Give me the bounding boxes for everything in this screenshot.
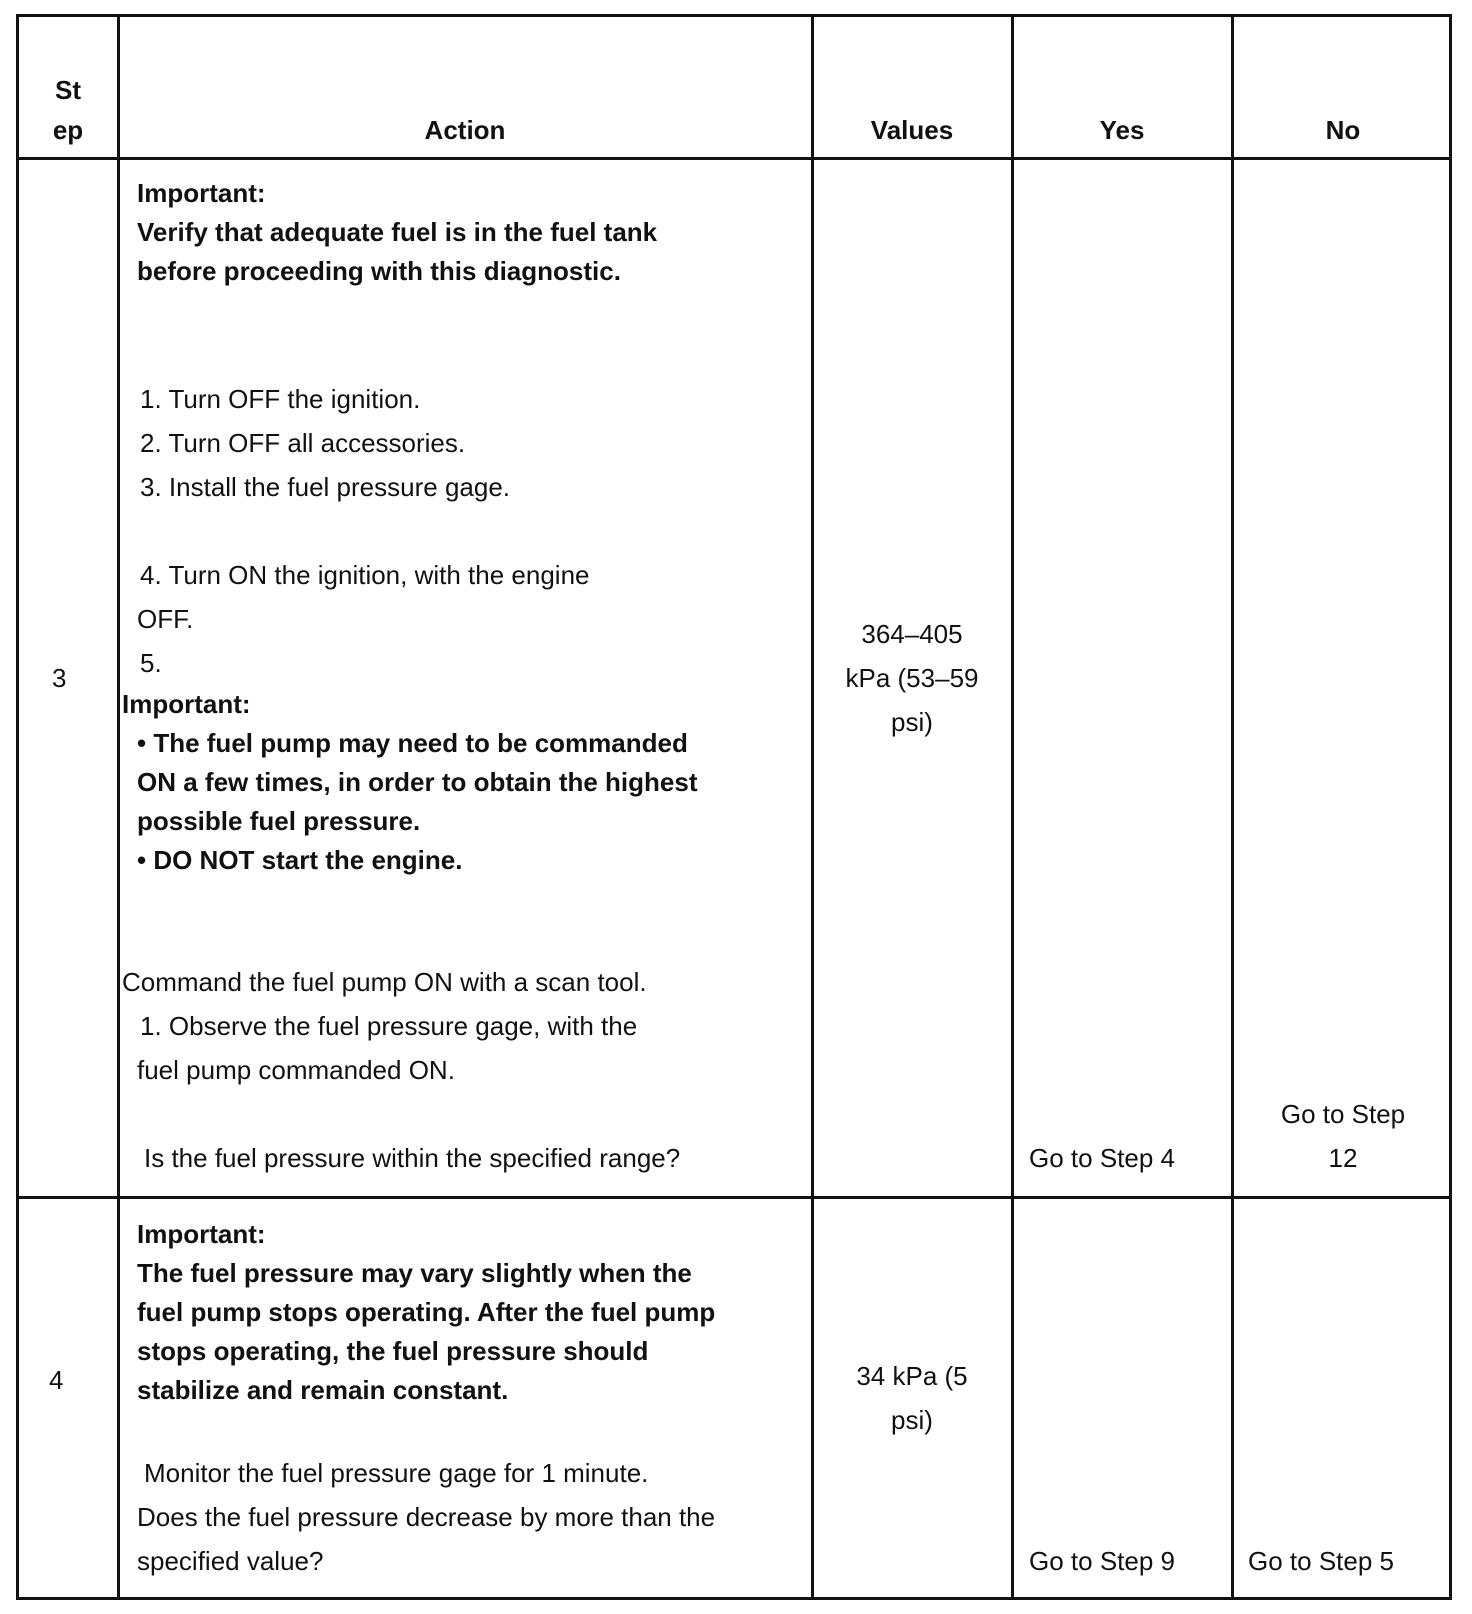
instruction-text: Command the fuel pump ON with a scan tool. [122,967,647,997]
bullet-item-continuation: possible fuel pressure. [137,806,421,836]
no-link[interactable]: 12 [1328,1143,1358,1173]
value-text: kPa (53–59 [845,663,979,693]
yes-link[interactable]: Go to Step 9 [1029,1546,1175,1576]
yes-link[interactable]: Go to Step 4 [1029,1143,1175,1173]
important-text: before proceeding with this diagnostic. [137,256,621,286]
value-text: 34 kPa (5 [856,1361,968,1391]
no-link[interactable]: Go to Step 5 [1248,1546,1394,1576]
question-text: Does the fuel pressure decrease by more than the [137,1502,716,1532]
row-divider [16,1196,1452,1199]
header-step-line1: St [55,75,81,105]
list-item-continuation: OFF. [137,604,194,634]
list-item-continuation: fuel pump commanded ON. [137,1055,455,1085]
step-number: 4 [49,1365,64,1395]
column-divider-values [1011,14,1014,1600]
list-item: 2. Turn OFF all accessories. [140,428,466,458]
value-text: psi) [891,1405,933,1435]
column-divider-step [117,14,120,1600]
important-title: Important: [137,178,266,208]
instruction-text: Monitor the fuel pressure gage for 1 minute. [144,1458,649,1488]
question-text: specified value? [137,1546,324,1576]
important-text: stops operating, the fuel pressure should [137,1336,649,1366]
important-text: Verify that adequate fuel is in the fuel tank [137,217,658,247]
column-divider-yes [1231,14,1234,1600]
bullet-item: • The fuel pump may need to be commanded [137,728,688,758]
header-step-line2: ep [52,115,84,145]
list-item: 1. Turn OFF the ignition. [140,384,421,414]
value-text: psi) [891,707,933,737]
header-yes: Yes [1099,115,1145,145]
header-action: Action [424,115,506,145]
bullet-item: • DO NOT start the engine. [137,845,463,875]
list-item: 5. [140,648,162,678]
list-item: 3. Install the fuel pressure gage. [140,472,511,502]
list-item: 1. Observe the fuel pressure gage, with the [140,1011,638,1041]
important-text: fuel pump stops operating. After the fuel pump [137,1297,716,1327]
header-divider [16,157,1452,160]
important-text: The fuel pressure may vary slightly when the [137,1258,692,1288]
value-text: 364–405 [861,619,963,649]
important-title: Important: [122,689,251,719]
bullet-item-continuation: ON a few times, in order to obtain the highest [137,767,698,797]
important-text: stabilize and remain constant. [137,1375,509,1405]
no-link[interactable]: Go to Step [1280,1099,1406,1129]
list-item: 4. Turn ON the ignition, with the engine [140,560,590,590]
important-title: Important: [137,1219,266,1249]
header-values: Values [870,115,954,145]
step-number: 3 [52,663,67,693]
question-text: Is the fuel pressure within the specified range? [144,1143,681,1173]
header-no: No [1325,115,1361,145]
